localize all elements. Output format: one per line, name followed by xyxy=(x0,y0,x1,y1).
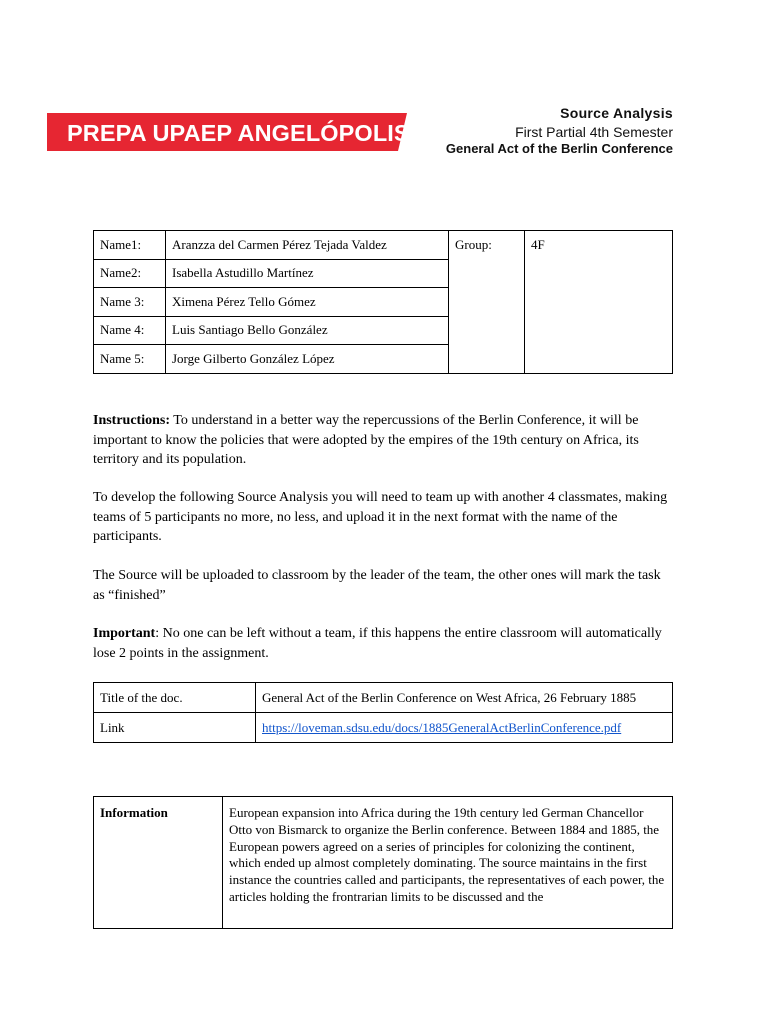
instructions-paragraph xyxy=(93,411,675,470)
group-label: Group: xyxy=(449,231,525,374)
important-text: : No one can be left without a team, if this happens the entire classroom will automatically lose 2 points in the assignment. xyxy=(93,626,662,661)
table-row xyxy=(94,683,673,713)
document-table xyxy=(93,682,673,743)
group-value: 4F xyxy=(525,231,673,374)
source-link[interactable]: https://loveman.sdsu.edu/docs/1885GeneralActBerlinConference.pdf xyxy=(262,720,622,735)
brand-logo-text: PREPA UPAEP ANGELÓPOLIS xyxy=(67,120,410,146)
doc-link-label: Link xyxy=(94,713,256,743)
header-doc-title: General Act of the Berlin Conference xyxy=(445,141,673,156)
doc-title-label: Title of the doc. xyxy=(94,683,256,713)
instructions-text: To understand in a better way the repercussions of the Berlin Conference, it will be important to know the policies that were adopted by the empires of the 19th century on Africa, its territory and its population. xyxy=(93,413,639,467)
table-row xyxy=(94,713,673,743)
header-subtitle: First Partial 4th Semester xyxy=(515,124,673,140)
header-title: Source Analysis xyxy=(560,105,673,121)
name-value: Aranzza del Carmen Pérez Tejada Valdez xyxy=(166,231,449,260)
information-table xyxy=(93,796,673,929)
table-row xyxy=(94,797,673,929)
name-label: Name 3: xyxy=(94,288,166,317)
team-paragraph: To develop the following Source Analysis you will need to team up with another 4 classmates, making teams of 5 participants no more, no less, and upload it in the next format with the name of the participants. xyxy=(93,490,668,544)
name-label: Name2: xyxy=(94,259,166,288)
name-value: Luis Santiago Bello González xyxy=(166,316,449,345)
name-label: Name1: xyxy=(94,231,166,260)
name-value: Jorge Gilberto González López xyxy=(166,345,449,374)
table-row xyxy=(94,231,673,260)
important-label: Important xyxy=(93,626,156,641)
names-table xyxy=(93,230,673,374)
information-text: European expansion into Africa during the 19th century led German Chancellor Otto von Bismarck to organize the Berlin conference. Between 1884 and 1885, the European powers agreed on a series of principles for colonizing the continent, which ended up almost completely dominating. The source maintains in the first instance the countries called and participants, the representatives of each power, the articles holding the frontrarian limits to be discussed and the xyxy=(229,805,665,904)
instructions-label: Instructions: xyxy=(93,413,171,428)
name-label: Name 4: xyxy=(94,316,166,345)
important-paragraph xyxy=(93,624,675,663)
doc-title-value: General Act of the Berlin Conference on West Africa, 26 February 1885 xyxy=(256,683,673,713)
name-value: Ximena Pérez Tello Gómez xyxy=(166,288,449,317)
upload-paragraph: The Source will be uploaded to classroom by the leader of the team, the other ones will mark the task as “finished” xyxy=(93,568,661,603)
information-label: Information xyxy=(94,797,223,929)
name-value: Isabella Astudillo Martínez xyxy=(166,259,449,288)
name-label: Name 5: xyxy=(94,345,166,374)
